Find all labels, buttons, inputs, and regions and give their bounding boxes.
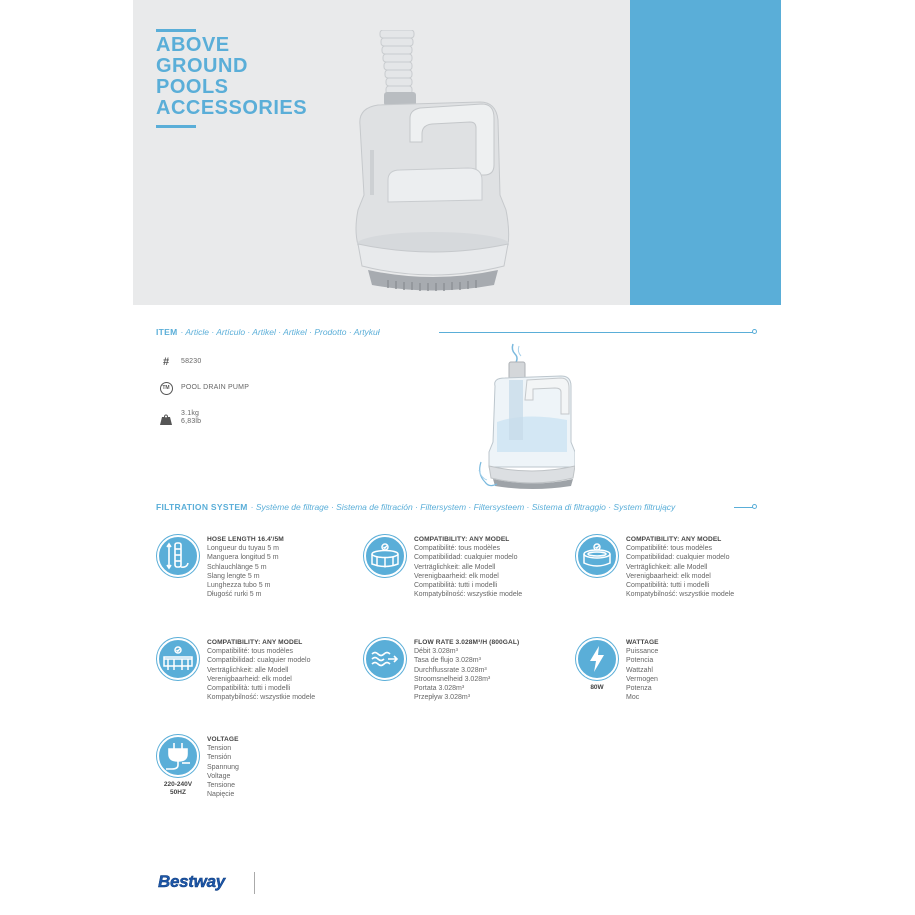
item-section-header — [156, 325, 380, 339]
spec-icon-wrap — [363, 638, 407, 680]
spec-line: Compatibilità: tutti i modelli — [626, 582, 710, 590]
filtration-section-line — [734, 507, 753, 508]
spec-line: Compatibilité: tous modèles — [414, 545, 500, 553]
spec-line: Przepływ 3.028m³ — [414, 694, 471, 702]
weight-icon — [157, 412, 175, 426]
spec-line: Compatibilità: tutti i modelli — [207, 685, 291, 693]
item-section-translations: · Article · Artículo · Artikel · Artikel · Prodotto · Artykuł — [180, 327, 380, 337]
lightning-icon — [576, 638, 618, 680]
round-pool-icon — [364, 535, 406, 577]
spec-line: Compatibilidad: cualquier modelo — [626, 554, 730, 562]
spec-line: Compatibilità: tutti i modelli — [414, 582, 498, 590]
hero-accent-panel — [630, 0, 781, 305]
spec-icon-wrap — [363, 535, 407, 577]
filtration-section-translations: · Système de filtrage · Sistema de filtración · Filtersystem · Filtersysteem · Sistema di filtraggio · System filtrujący — [250, 502, 676, 512]
spec-compatibility-rectangular — [156, 638, 315, 702]
hero-title-line: ABOVE — [156, 34, 230, 56]
spec-line: Vermogen — [626, 675, 658, 683]
spec-title: COMPATIBILITY: ANY MODEL — [626, 536, 722, 543]
spec-line: Verenigbaarheid: elk model — [207, 675, 292, 683]
spec-line: Compatibilité: tous modèles — [207, 648, 293, 656]
item-weight-lb: 6,83lb — [181, 418, 202, 425]
hero-rule-top — [156, 29, 196, 32]
spec-icon-wrap — [156, 735, 200, 797]
pump-product-image — [348, 30, 518, 295]
spec-line: Moc — [626, 694, 640, 702]
spec-hose-length-text — [207, 535, 284, 599]
spec-line: Compatibilité: tous modèles — [626, 545, 712, 553]
spec-line: Spannung — [207, 763, 239, 771]
item-section-lead: ITEM — [156, 327, 178, 337]
spec-compatibility-round — [363, 535, 522, 599]
spec-voltage-text — [207, 735, 239, 799]
spec-line: Portata 3.028m³ — [414, 685, 465, 693]
bestway-logo — [154, 870, 229, 894]
spec-line: Kompatybilność: wszystkie modele — [414, 591, 523, 599]
voltage-range: 220-240V — [163, 781, 193, 788]
hero-title-line: ACCESSORIES — [156, 97, 308, 119]
spec-title: WATTAGE — [626, 639, 659, 646]
item-section-dot — [752, 329, 757, 334]
spec-line: Długość rurki 5 m — [207, 591, 262, 599]
spec-line: Compatibilidad: cualquier modelo — [207, 657, 311, 665]
item-weight — [181, 410, 201, 426]
spec-icon-wrap — [156, 535, 200, 577]
spec-line: Potencia — [626, 657, 654, 665]
rectangular-pool-icon — [157, 638, 199, 680]
spec-line: Durchflussrate 3.028m³ — [414, 666, 487, 674]
item-name-row — [157, 381, 249, 395]
spec-line: Stroomsnelheid 3.028m³ — [414, 675, 491, 683]
spec-line: Verenigbaarheid: elk model — [626, 572, 711, 580]
hero-title — [156, 35, 307, 119]
pump-cutaway-image — [475, 342, 575, 490]
spec-icon-wrap — [575, 638, 619, 692]
spec-compatibility-round-text — [414, 535, 522, 599]
spec-line: Slang lengte 5 m — [207, 572, 260, 580]
spec-line: Napięcie — [207, 791, 235, 799]
spec-hose-length — [156, 535, 284, 599]
spec-line: Compatibilidad: cualquier modelo — [414, 554, 518, 562]
flow-rate-icon — [364, 638, 406, 680]
hose-length-icon — [157, 535, 199, 577]
voltage-frequency: 50HZ — [170, 789, 186, 796]
spec-title: FLOW RATE 3.028M³/H (800GAL) — [414, 639, 520, 646]
hero-title-line: POOLS — [156, 76, 229, 98]
hash-icon: # — [162, 356, 170, 368]
item-weight-kg: 3.1kg — [181, 410, 200, 417]
spec-line: Verträglichkeit: alle Modell — [626, 563, 708, 571]
spec-line: Puissance — [626, 648, 659, 656]
logo-text: Bestway — [154, 871, 229, 893]
spec-wattage-text — [626, 638, 659, 702]
spec-line: Wattzahl — [626, 666, 653, 674]
spec-title: VOLTAGE — [207, 736, 239, 743]
hero-rule-bottom — [156, 125, 196, 128]
spec-line: Débit 3.028m³ — [414, 648, 458, 656]
filtration-section-dot — [752, 504, 757, 509]
spec-compatibility-inflatable — [575, 535, 734, 599]
voltage-value — [164, 781, 192, 797]
spec-line: Kompatybilność: wszystkie modele — [626, 591, 735, 599]
plug-icon — [157, 735, 199, 777]
item-name: POOL DRAIN PUMP — [181, 384, 250, 391]
spec-line: Tension — [207, 745, 232, 753]
wattage-value: 80W — [590, 684, 604, 691]
item-weight-row — [157, 410, 201, 426]
spec-compatibility-rectangular-text — [207, 638, 315, 702]
spec-wattage — [575, 638, 659, 702]
spec-title: COMPATIBILITY: ANY MODEL — [414, 536, 510, 543]
inflatable-pool-icon — [576, 535, 618, 577]
spec-voltage — [156, 735, 239, 799]
item-number-row — [157, 355, 201, 369]
item-number: 58230 — [181, 358, 202, 365]
datasheet-page — [133, 0, 781, 915]
spec-line: Verträglichkeit: alle Modell — [414, 563, 496, 571]
trademark-icon: TM — [157, 381, 175, 395]
spec-line: Tasa de flujo 3.028m³ — [414, 657, 481, 665]
hero-banner — [133, 0, 781, 305]
spec-line: Voltage — [207, 772, 231, 780]
spec-icon-wrap — [575, 535, 619, 577]
spec-line: Kompatybilność: wszystkie modele — [207, 694, 316, 702]
spec-title: COMPATIBILITY: ANY MODEL — [207, 639, 303, 646]
spec-line: Schlauchlänge 5 m — [207, 563, 267, 571]
spec-line: Verenigbaarheid: elk model — [414, 572, 499, 580]
spec-flow-rate — [363, 638, 519, 702]
filtration-section-header — [156, 500, 675, 514]
spec-line: Longueur du tuyau 5 m — [207, 545, 279, 553]
spec-line: Lunghezza tubo 5 m — [207, 582, 271, 590]
spec-line: Verträglichkeit: alle Modell — [207, 666, 289, 674]
spec-line: Tensione — [207, 782, 236, 790]
spec-compatibility-inflatable-text — [626, 535, 734, 599]
filtration-section-lead: FILTRATION SYSTEM — [156, 502, 248, 512]
spec-icon-wrap — [156, 638, 200, 680]
item-section-line — [439, 332, 753, 333]
hero-title-line: GROUND — [156, 55, 248, 77]
spec-flow-rate-text — [414, 638, 519, 702]
spec-line: Potenza — [626, 685, 652, 693]
spec-line: Tensión — [207, 754, 232, 762]
spec-line: Manguera longitud 5 m — [207, 554, 279, 562]
spec-title: HOSE LENGTH 16.4'/5M — [207, 536, 284, 543]
logo-divider — [254, 872, 255, 894]
